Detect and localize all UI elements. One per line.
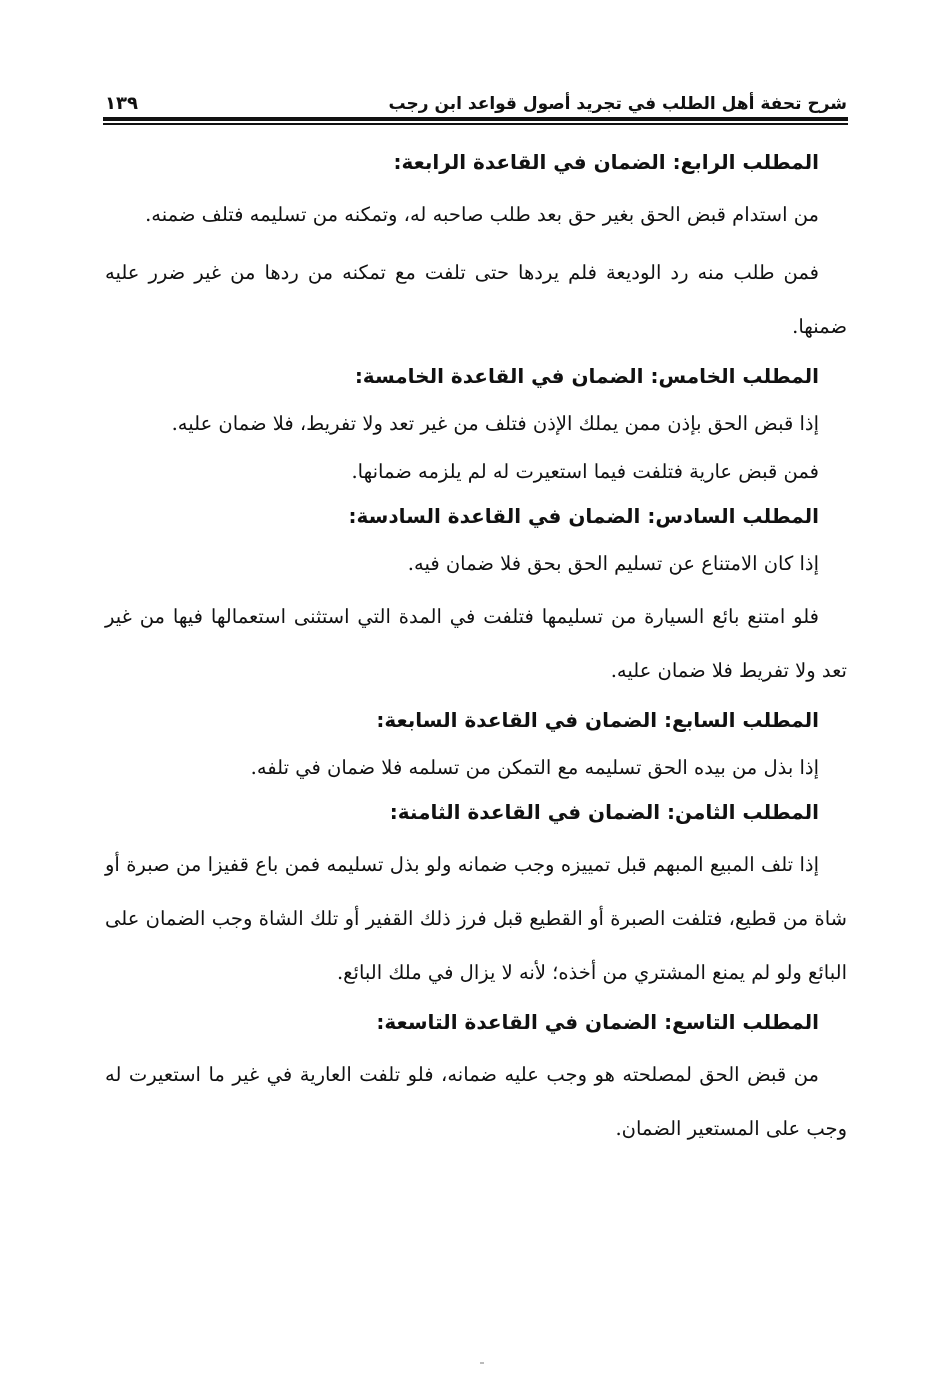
header-rule-thin (103, 123, 848, 125)
paragraph: من قبض الحق لمصلحته هو وجب عليه ضمانه، فلو تلفت العارية في غير ما استعيرت له وجب على المستعير الضمان. (105, 1063, 847, 1140)
scan-speck (480, 1362, 484, 1364)
paragraph: إذا كان الامتناع عن تسليم الحق بحق فلا ضمان فيه. (407, 552, 819, 575)
page-content (105, 140, 847, 1160)
paragraph: فمن طلب منه رد الوديعة فلم يردها حتى تلفت مع تمكنه من ردها من غير ضرر عليه ضمنها. (105, 261, 847, 338)
paragraph: من استدام قبض الحق بغير حق بعد طلب صاحبه له، وتمكنه من تسليمه فتلف ضمنه. (145, 203, 819, 226)
section-heading: المطلب السادس: الضمان في القاعدة السادسة: (348, 504, 819, 528)
paragraph: إذا تلف المبيع المبهم قبل تمييزه وجب ضمانه ولو بذل تسليمه فمن باع قفيزا من صبرة أو شاة من قطيع، فتلفت الصبرة أو القطيع قبل فرز ذلك القفير أو تلك الشاة وجب الضمان على البائع ولو لم يمنع المشتري من أخذه؛ لأنه لا يزال في ملك البائع. (105, 853, 847, 984)
section-heading: المطلب السابع: الضمان في القاعدة السابعة: (376, 708, 819, 732)
header-rule-thick (103, 117, 848, 121)
book-title: شرح تحفة أهل الطلب في تجريد أصول قواعد ابن رجب (388, 94, 847, 114)
page-number: ١٣٩ (105, 93, 138, 114)
paragraph: إذا بذل من بيده الحق تسليمه مع التمكن من تسلمه فلا ضمان في تلفه. (250, 756, 819, 779)
section-heading: المطلب الثامن: الضمان في القاعدة الثامنة: (389, 800, 819, 824)
running-header (105, 80, 847, 114)
paragraph: فلو امتنع بائع السيارة من تسليمها فتلفت في المدة التي استثنى استعمالها فيها من غير تعد ولا تفريط فلا ضمان عليه. (105, 605, 847, 682)
paragraph: فمن قبض عارية فتلفت فيما استعيرت له لم يلزمه ضمانها. (351, 460, 819, 483)
paragraph: إذا قبض الحق بإذن ممن يملك الإذن فتلف من غير تعد ولا تفريط، فلا ضمان عليه. (171, 412, 819, 435)
section-heading: المطلب الرابع: الضمان في القاعدة الرابعة: (393, 150, 819, 174)
section-heading: المطلب التاسع: الضمان في القاعدة التاسعة: (376, 1010, 819, 1034)
section-heading: المطلب الخامس: الضمان في القاعدة الخامسة: (354, 364, 819, 388)
